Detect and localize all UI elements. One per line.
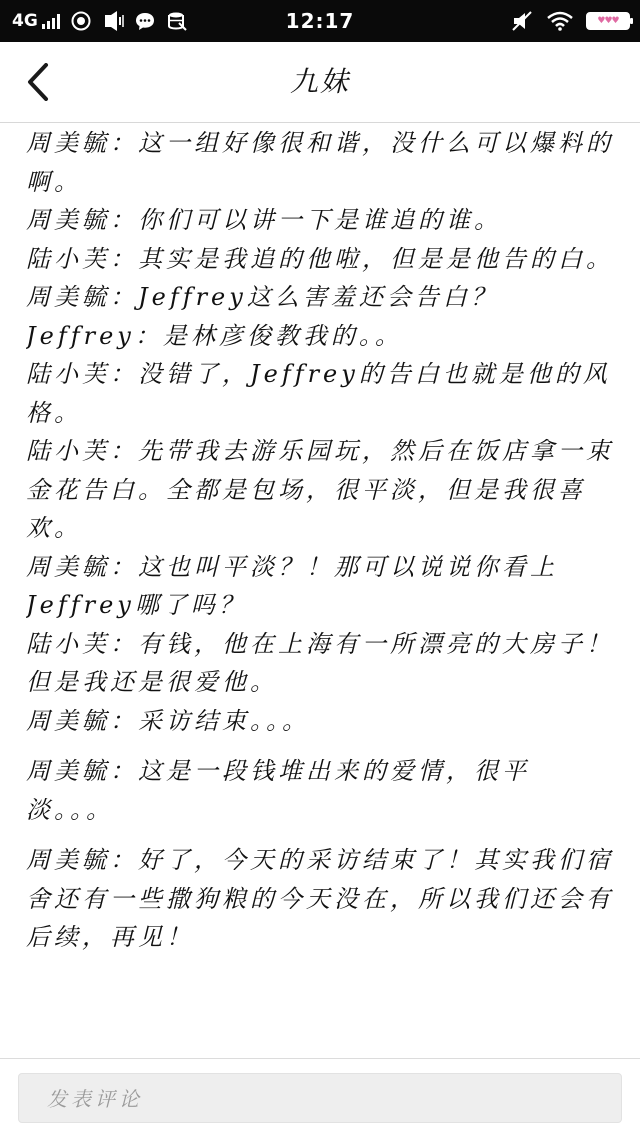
clock: 12:17 (285, 9, 355, 33)
article-paragraph: Jeffrey：是林彦俊教我的。。 (26, 321, 403, 350)
article-paragraph: 周美毓：这也叫平淡？！那可以说说你看上Jeffrey哪了吗？ (26, 552, 558, 619)
comment-placeholder: 发表评论 (47, 1087, 143, 1111)
mute-icon (512, 10, 534, 32)
status-right (512, 0, 630, 42)
wifi-icon (546, 10, 574, 32)
article-paragraph: 周美毓：这一组好像很和谐，没什么可以爆料的啊。 (26, 129, 614, 196)
status-bar (0, 0, 640, 42)
article-paragraph: 陆小芙：有钱，他在上海有一所漂亮的大房子！但是我还是很爱他。 (26, 629, 614, 696)
battery-icon: ♥♥♥ (586, 12, 630, 30)
article-paragraph: 周美毓：好了，今天的采访结束了！其实我们宿舍还有一些撒狗粮的今天没在，所以我们还会有后续，再见！ (26, 846, 614, 951)
nav-bar (0, 42, 640, 123)
article-paragraph: 陆小芙：其实是我追的他啦，但是是他告的白。 (26, 244, 614, 273)
page-title: 九妹 (289, 65, 350, 98)
article-paragraph: 周美毓：Jeffrey这么害羞还会告白？ (26, 283, 499, 311)
article-paragraph: 周美毓：这是一段钱堆出来的爱情，很平淡。。。 (26, 757, 530, 824)
network-type: 4G (12, 11, 38, 31)
article-paragraph: 周美毓：你们可以讲一下是谁追的谁。 (26, 206, 502, 234)
article-paragraph: 周美毓：采访结束。。。 (26, 706, 310, 735)
article-paragraph: 陆小芙：先带我去游乐园玩，然后在饭店拿一束金花告白。全都是包场，很平淡，但是我很喜欢。 (26, 437, 614, 542)
comment-input[interactable] (18, 1073, 622, 1123)
divider (0, 1058, 640, 1059)
article-body (26, 124, 616, 1054)
article-paragraph: 陆小芙：没错了，Jeffrey的告白也就是他的风格。 (26, 360, 611, 427)
